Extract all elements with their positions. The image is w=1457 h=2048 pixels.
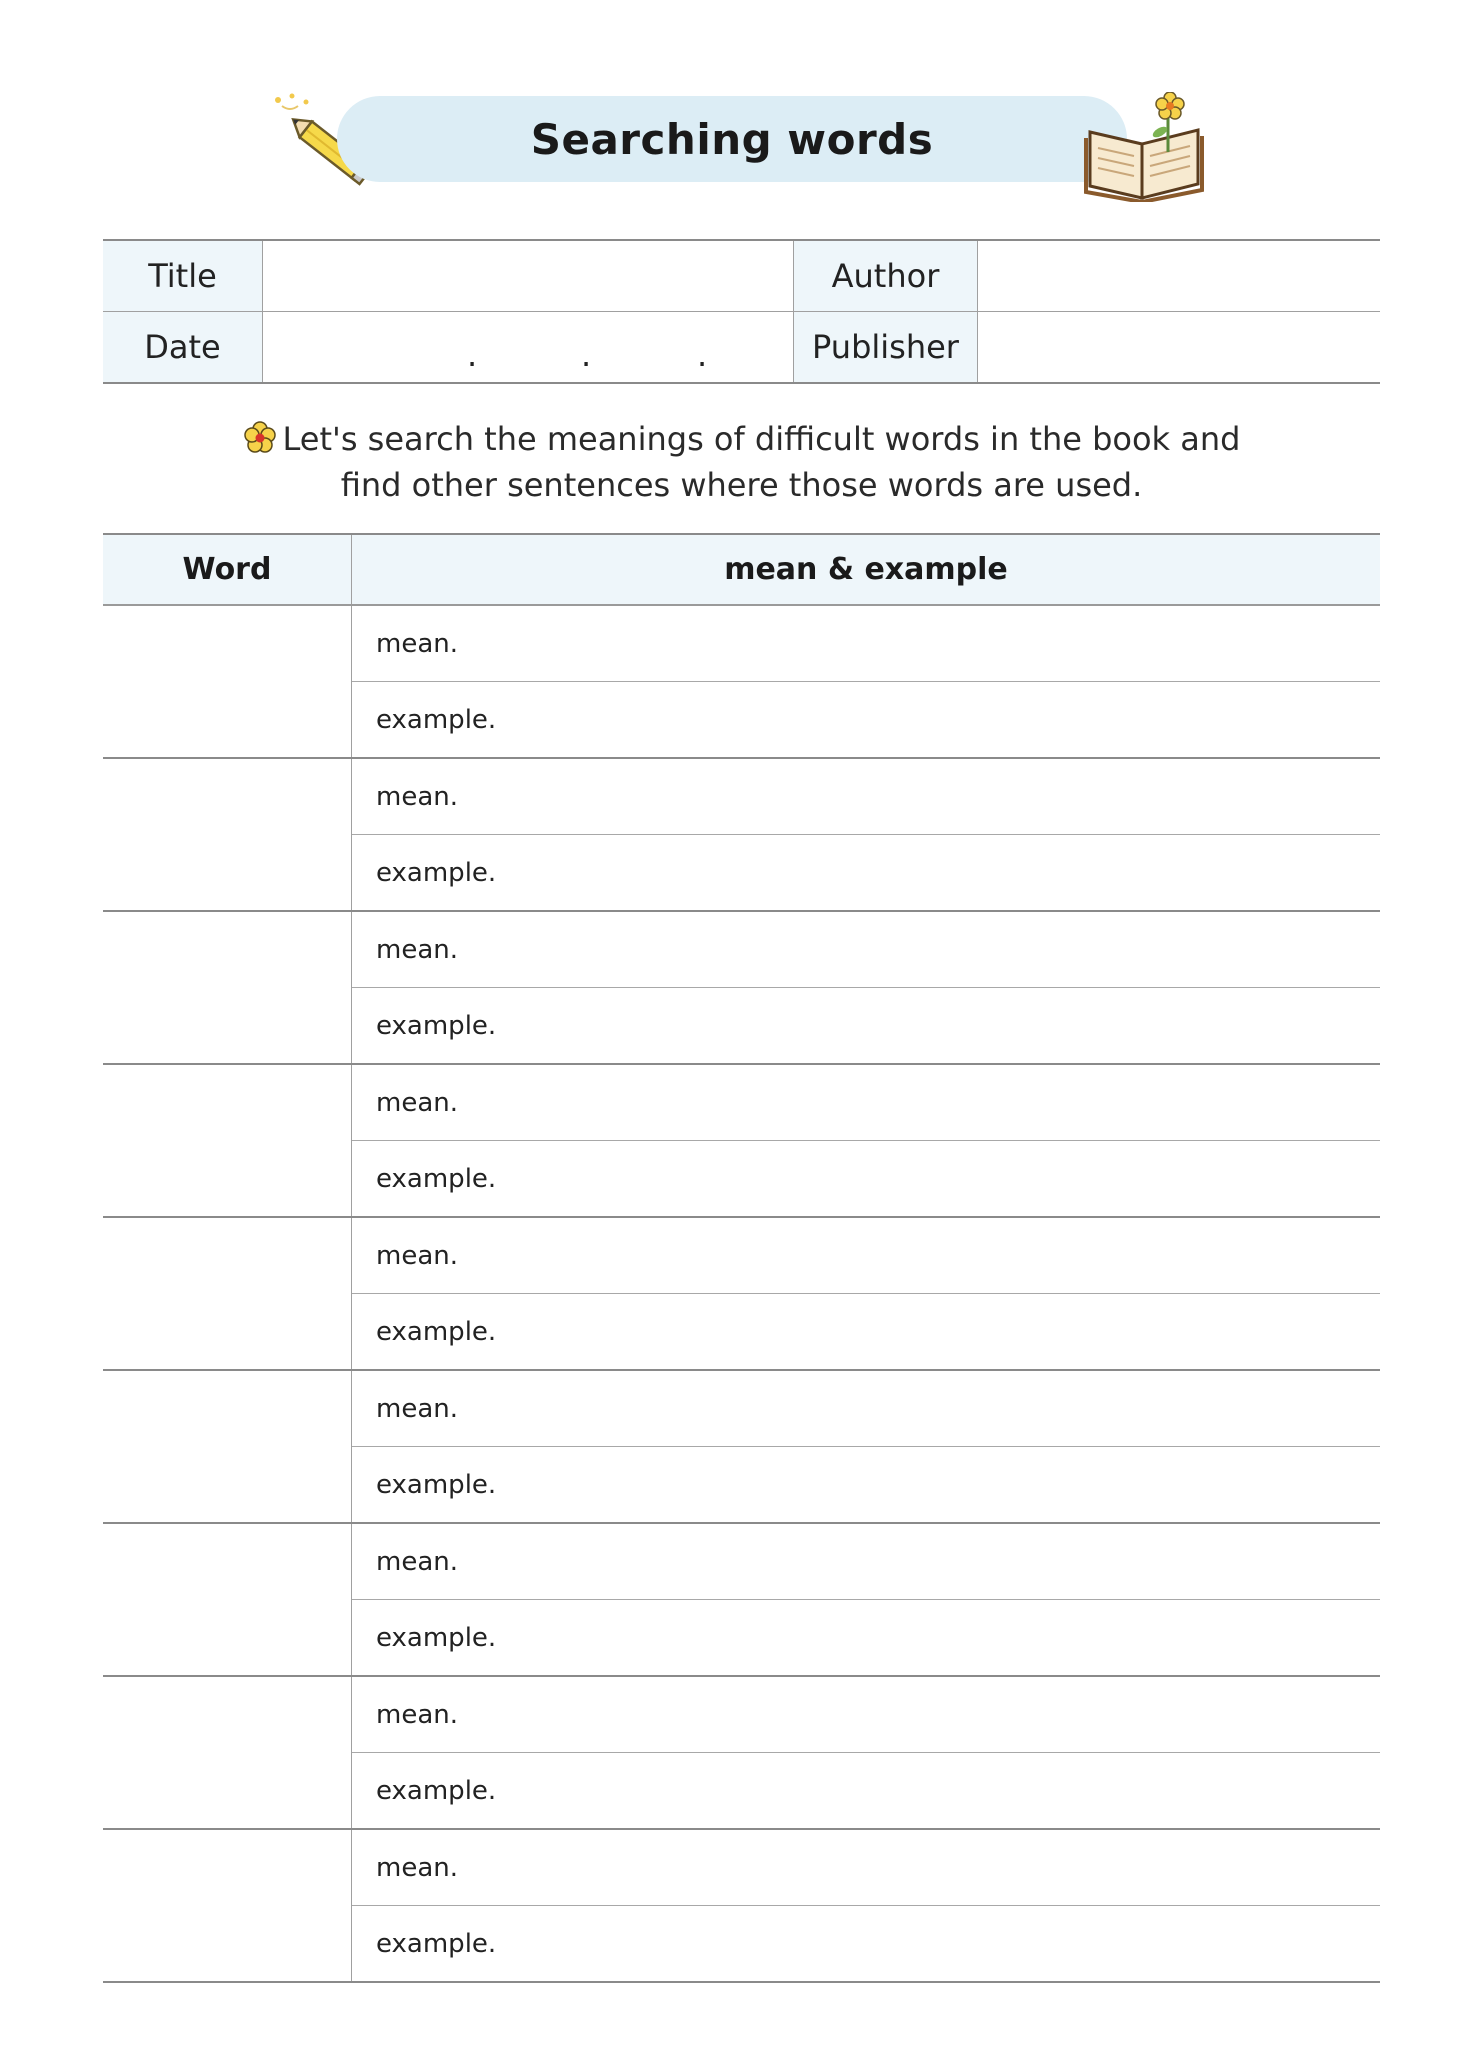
flower-icon: [243, 420, 277, 454]
word-field[interactable]: [103, 911, 352, 1064]
word-field[interactable]: [103, 1829, 352, 1982]
word-row: [103, 758, 1380, 835]
word-row: [103, 1829, 1380, 1906]
author-field[interactable]: [978, 240, 1381, 312]
word-field[interactable]: [103, 1217, 352, 1370]
instruction: [103, 416, 1380, 508]
example-field[interactable]: example.: [352, 1600, 1381, 1677]
mean-field[interactable]: mean.: [352, 1676, 1381, 1753]
word-row: [103, 1676, 1380, 1753]
word-row: [103, 1523, 1380, 1600]
page-title: Searching words: [530, 114, 934, 164]
instruction-line-2: find other sentences where those words are used.: [340, 466, 1143, 504]
instruction-line-1: Let's search the meanings of difficult words in the book and: [282, 420, 1241, 458]
mean-field[interactable]: mean.: [352, 758, 1381, 835]
book-info-table: [103, 239, 1380, 384]
example-field[interactable]: example.: [352, 1906, 1381, 1983]
mean-field[interactable]: mean.: [352, 605, 1381, 682]
example-field[interactable]: example.: [352, 1294, 1381, 1371]
title-field[interactable]: [263, 240, 794, 312]
word-column-header: Word: [103, 534, 352, 605]
word-row: [103, 605, 1380, 682]
date-label: Date: [103, 312, 263, 384]
example-field[interactable]: example.: [352, 682, 1381, 759]
example-field[interactable]: example.: [352, 988, 1381, 1065]
publisher-field[interactable]: [978, 312, 1381, 384]
word-row: [103, 1370, 1380, 1447]
open-book-icon: [1080, 92, 1210, 202]
mean-field[interactable]: mean.: [352, 1064, 1381, 1141]
mean-field[interactable]: mean.: [352, 1217, 1381, 1294]
word-row: [103, 911, 1380, 988]
word-field[interactable]: [103, 605, 352, 758]
word-field[interactable]: [103, 1064, 352, 1217]
date-separator: .: [581, 336, 592, 374]
example-field[interactable]: example.: [352, 1753, 1381, 1830]
author-label: Author: [794, 240, 978, 312]
title-label: Title: [103, 240, 263, 312]
example-field[interactable]: example.: [352, 835, 1381, 912]
example-field[interactable]: example.: [352, 1447, 1381, 1524]
mean-field[interactable]: mean.: [352, 1370, 1381, 1447]
words-table: [103, 533, 1380, 1983]
word-field[interactable]: [103, 1523, 352, 1676]
publisher-label: Publisher: [794, 312, 978, 384]
mean-field[interactable]: mean.: [352, 1523, 1381, 1600]
date-field[interactable]: [263, 312, 794, 384]
mean-example-column-header: mean & example: [352, 534, 1381, 605]
mean-field[interactable]: mean.: [352, 911, 1381, 988]
date-separator: .: [697, 336, 708, 374]
word-row: [103, 1064, 1380, 1141]
example-field[interactable]: example.: [352, 1141, 1381, 1218]
word-field[interactable]: [103, 758, 352, 911]
date-separator: .: [467, 336, 478, 374]
word-field[interactable]: [103, 1676, 352, 1829]
mean-field[interactable]: mean.: [352, 1829, 1381, 1906]
word-field[interactable]: [103, 1370, 352, 1523]
word-row: [103, 1217, 1380, 1294]
